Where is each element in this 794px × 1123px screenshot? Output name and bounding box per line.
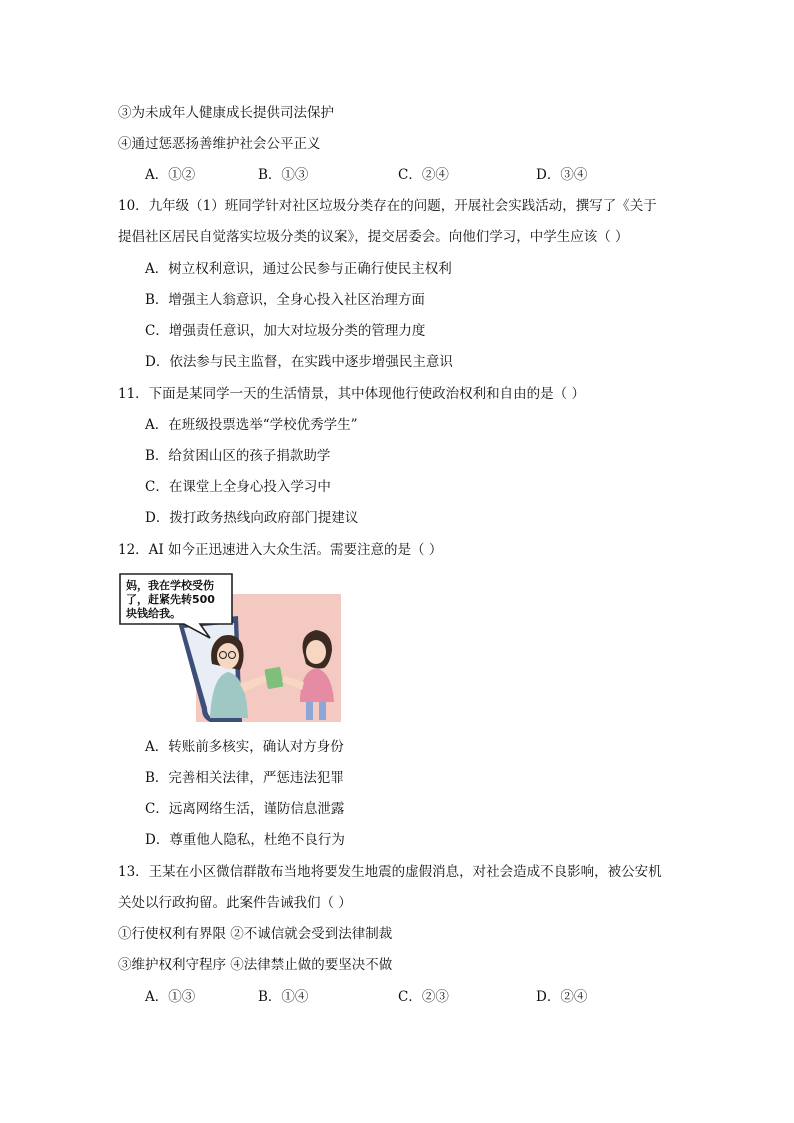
fraud-call-illustration [118,572,346,724]
q10-option-a[interactable]: A．树立权利意识，通过公民参与正确行使民主权利 [145,261,452,277]
q10-stem-line1: 10．九年级（1）班同学针对社区垃圾分类存在的问题，开展社会实践活动，撰写了《关于 [118,198,657,214]
q13-option-a[interactable]: A．①③ [145,989,196,1005]
q9-statement-4: ④通过惩恶扬善维护社会公平正义 [118,136,321,152]
q10-option-b[interactable]: B．增强主人翁意识，全身心投入社区治理方面 [145,292,425,308]
q11-stem: 11．下面是某同学一天的生活情景，其中体现他行使政治权利和自由的是（ ） [118,386,585,402]
q13-option-d[interactable]: D．②④ [536,989,588,1005]
q12-option-c[interactable]: C．远离网络生活，谨防信息泄露 [145,801,345,817]
q9-option-c[interactable]: C．②④ [398,167,449,183]
speech-line-3: 块钱给我。 [126,607,181,620]
q11-option-d[interactable]: D．拨打政务热线向政府部门提建议 [145,510,359,526]
q13-stem-line1: 13．王某在小区微信群散布当地将要发生地震的虚假消息，对社会造成不良影响，被公安机 [118,864,662,880]
q13-stem-line2: 关处以行政拘留。此案件告诫我们（ ） [118,895,352,911]
q13-option-c[interactable]: C．②③ [398,989,449,1005]
q9-option-b[interactable]: B．①③ [258,167,309,183]
q13-option-b[interactable]: B．①④ [258,989,309,1005]
speech-line-2: 了，赶紧先转500 [126,593,215,606]
speech-line-1: 妈，我在学校受伤 [126,579,214,592]
q12-option-d[interactable]: D．尊重他人隐私，杜绝不良行为 [145,832,345,848]
money-icon [264,667,283,689]
q10-stem-line2: 提倡社区居民自觉落实垃圾分类的议案》，提交居委会。向他们学习，中学生应该（ ） [118,229,629,245]
q9-statement-3: ③为未成年人健康成长提供司法保护 [118,105,334,121]
q13-statements-line2: ③维护权利守程序 ④法律禁止做的要坚决不做 [118,957,393,973]
q12-option-a[interactable]: A．转账前多核实，确认对方身份 [145,739,344,755]
q9-option-a[interactable]: A．①② [145,167,196,183]
q11-option-a[interactable]: A．在班级投票选举“学校优秀学生” [145,417,358,433]
q11-option-b[interactable]: B．给贫困山区的孩子捐款助学 [145,448,331,464]
q12-stem: 12．AI 如今正迅速进入大众生活。需要注意的是（ ） [118,542,443,558]
q13-statements-line1: ①行使权利有界限 ②不诚信就会受到法律制裁 [118,926,393,942]
q10-option-c[interactable]: C．增强责任意识，加大对垃圾分类的管理力度 [145,323,426,339]
q11-option-c[interactable]: C．在课堂上全身心投入学习中 [145,479,331,495]
q9-option-d[interactable]: D．③④ [536,167,588,183]
q10-option-d[interactable]: D．依法参与民主监督，在实践中逐步增强民主意识 [145,354,453,370]
q12-option-b[interactable]: B．完善相关法律，严惩违法犯罪 [145,770,344,786]
